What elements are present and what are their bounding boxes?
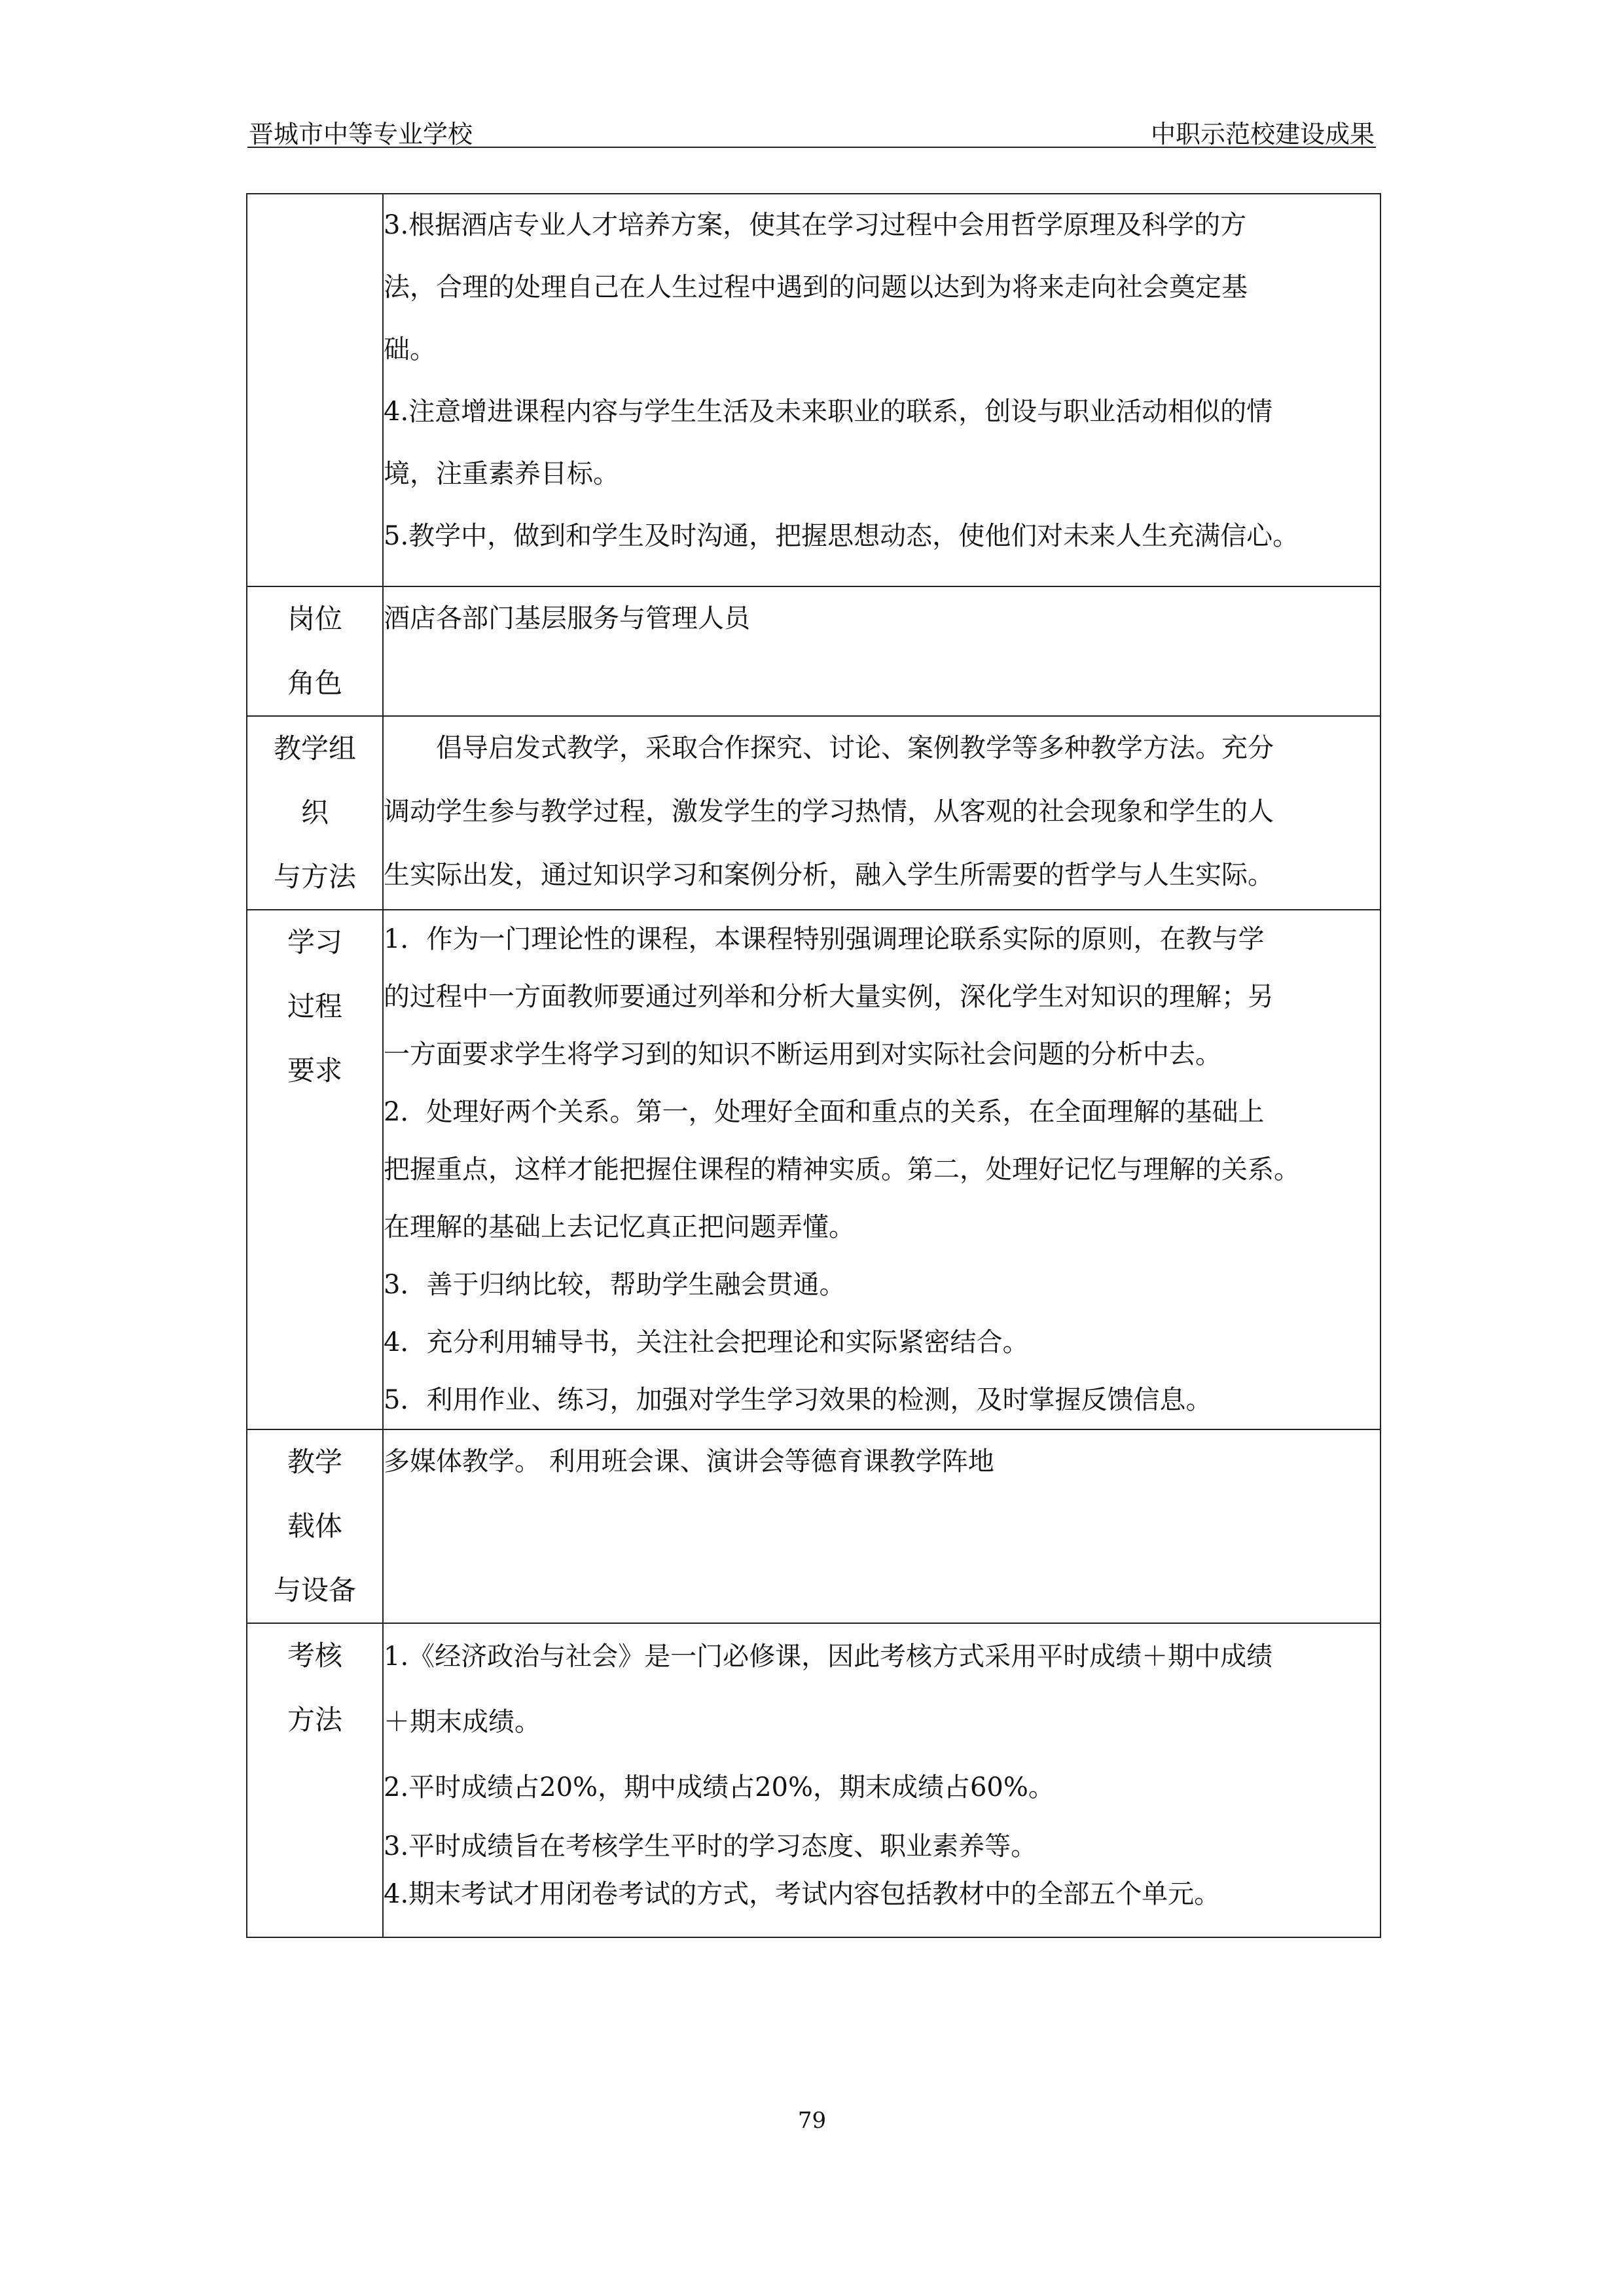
content-line: 2．处理好两个关系。第一，处理好全面和重点的关系，在全面理解的基础上 [384, 1097, 1265, 1127]
label-line: 过程 [287, 990, 342, 1022]
content-line: 4．充分利用辅导书，关注社会把理论和实际紧密结合。 [384, 1327, 1029, 1357]
row-content [383, 716, 1380, 910]
label-line: 考核 [287, 1640, 342, 1672]
content-line: 础。 [384, 334, 436, 365]
label-line: 学习 [287, 926, 342, 958]
content-line: 倡导启发式教学，采取合作探究、讨论、案例教学等多种教学方法。充分 [436, 733, 1274, 763]
content-line: 3.平时成绩旨在考核学生平时的学习态度、职业素养等。 [384, 1831, 1038, 1861]
label-line: 岗位 [287, 603, 342, 635]
row-label [247, 1429, 383, 1623]
content-line: 1．作为一门理论性的课程，本课程特别强调理论联系实际的原则，在教与学 [384, 924, 1265, 954]
document-title: 中职示范校建设成果 [1150, 120, 1375, 149]
content-line: 2.平时成绩占20%，期中成绩占20%，期末成绩占60%。 [384, 1772, 1055, 1803]
row-content [383, 1623, 1380, 1937]
table-row [247, 194, 1380, 586]
content-line: 法，合理的处理自己在人生过程中遇到的问题以达到为将来走向社会奠定基 [384, 272, 1248, 302]
content-line: 境，注重素养目标。 [384, 459, 619, 489]
row-content [383, 1429, 1380, 1623]
page-number: 79 [797, 2108, 827, 2134]
content-line: 一方面要求学生将学习到的知识不断运用到对实际社会问题的分析中去。 [384, 1039, 1221, 1069]
row-content [383, 586, 1380, 716]
content-line: 5.教学中，做到和学生及时沟通，把握思想动态，使他们对未来人生充满信心。 [384, 521, 1299, 551]
content-line: 4.注意增进课程内容与学生生活及未来职业的联系，创设与职业活动相似的情 [384, 397, 1273, 427]
label-line: 方法 [287, 1704, 342, 1736]
content-line: 3.根据酒店专业人才培养方案，使其在学习过程中会用哲学原理及科学的方 [384, 210, 1247, 240]
content-line: 生实际出发，通过知识学习和案例分析，融入学生所需要的哲学与人生实际。 [384, 860, 1274, 890]
table-row [247, 1623, 1380, 1937]
label-line: 角色 [287, 667, 342, 699]
label-line: 与方法 [273, 861, 356, 893]
row-label [247, 194, 383, 586]
content-line: ＋期末成绩。 [384, 1707, 541, 1737]
content-line: 4.期末考试才用闭卷考试的方式，考试内容包括教材中的全部五个单元。 [384, 1879, 1221, 1909]
label-line: 织 [300, 797, 329, 829]
content-line: 酒店各部门基层服务与管理人员 [384, 603, 750, 634]
content-line: 1.《经济政治与社会》是一门必修课，因此考核方式采用平时成绩＋期中成绩 [384, 1641, 1273, 1672]
row-label [247, 910, 383, 1429]
content-line: 的过程中一方面教师要通过列举和分析大量实例，深化学生对知识的理解；另 [384, 982, 1274, 1012]
table-row [247, 716, 1380, 910]
content-line: 在理解的基础上去记忆真正把问题弄懂。 [384, 1212, 855, 1242]
label-line: 与设备 [273, 1574, 356, 1606]
school-name: 晋城市中等专业学校 [249, 120, 473, 149]
table-row [247, 910, 1380, 1429]
content-line: 调动学生参与教学过程，激发学生的学习热情，从客观的社会现象和学生的人 [384, 797, 1274, 827]
page-header [247, 113, 1376, 148]
row-content [383, 194, 1380, 586]
course-info-table [246, 193, 1381, 1938]
table-row [247, 1429, 1380, 1623]
content-line: 多媒体教学。 利用班会课、演讲会等德育课教学阵地 [384, 1446, 994, 1477]
row-content [383, 910, 1380, 1429]
label-line: 要求 [287, 1054, 342, 1086]
label-line: 载体 [287, 1510, 342, 1542]
label-line: 教学组 [273, 732, 356, 764]
table-row [247, 586, 1380, 716]
content-line: 3．善于归纳比较，帮助学生融会贯通。 [384, 1270, 846, 1300]
row-label [247, 1623, 383, 1937]
label-line: 教学 [287, 1446, 342, 1478]
content-line: 5．利用作业、练习，加强对学生学习效果的检测，及时掌握反馈信息。 [384, 1385, 1212, 1415]
row-label [247, 716, 383, 910]
content-line: 把握重点，这样才能把握住课程的精神实质。第二，处理好记忆与理解的关系。 [384, 1155, 1300, 1185]
row-label [247, 586, 383, 716]
